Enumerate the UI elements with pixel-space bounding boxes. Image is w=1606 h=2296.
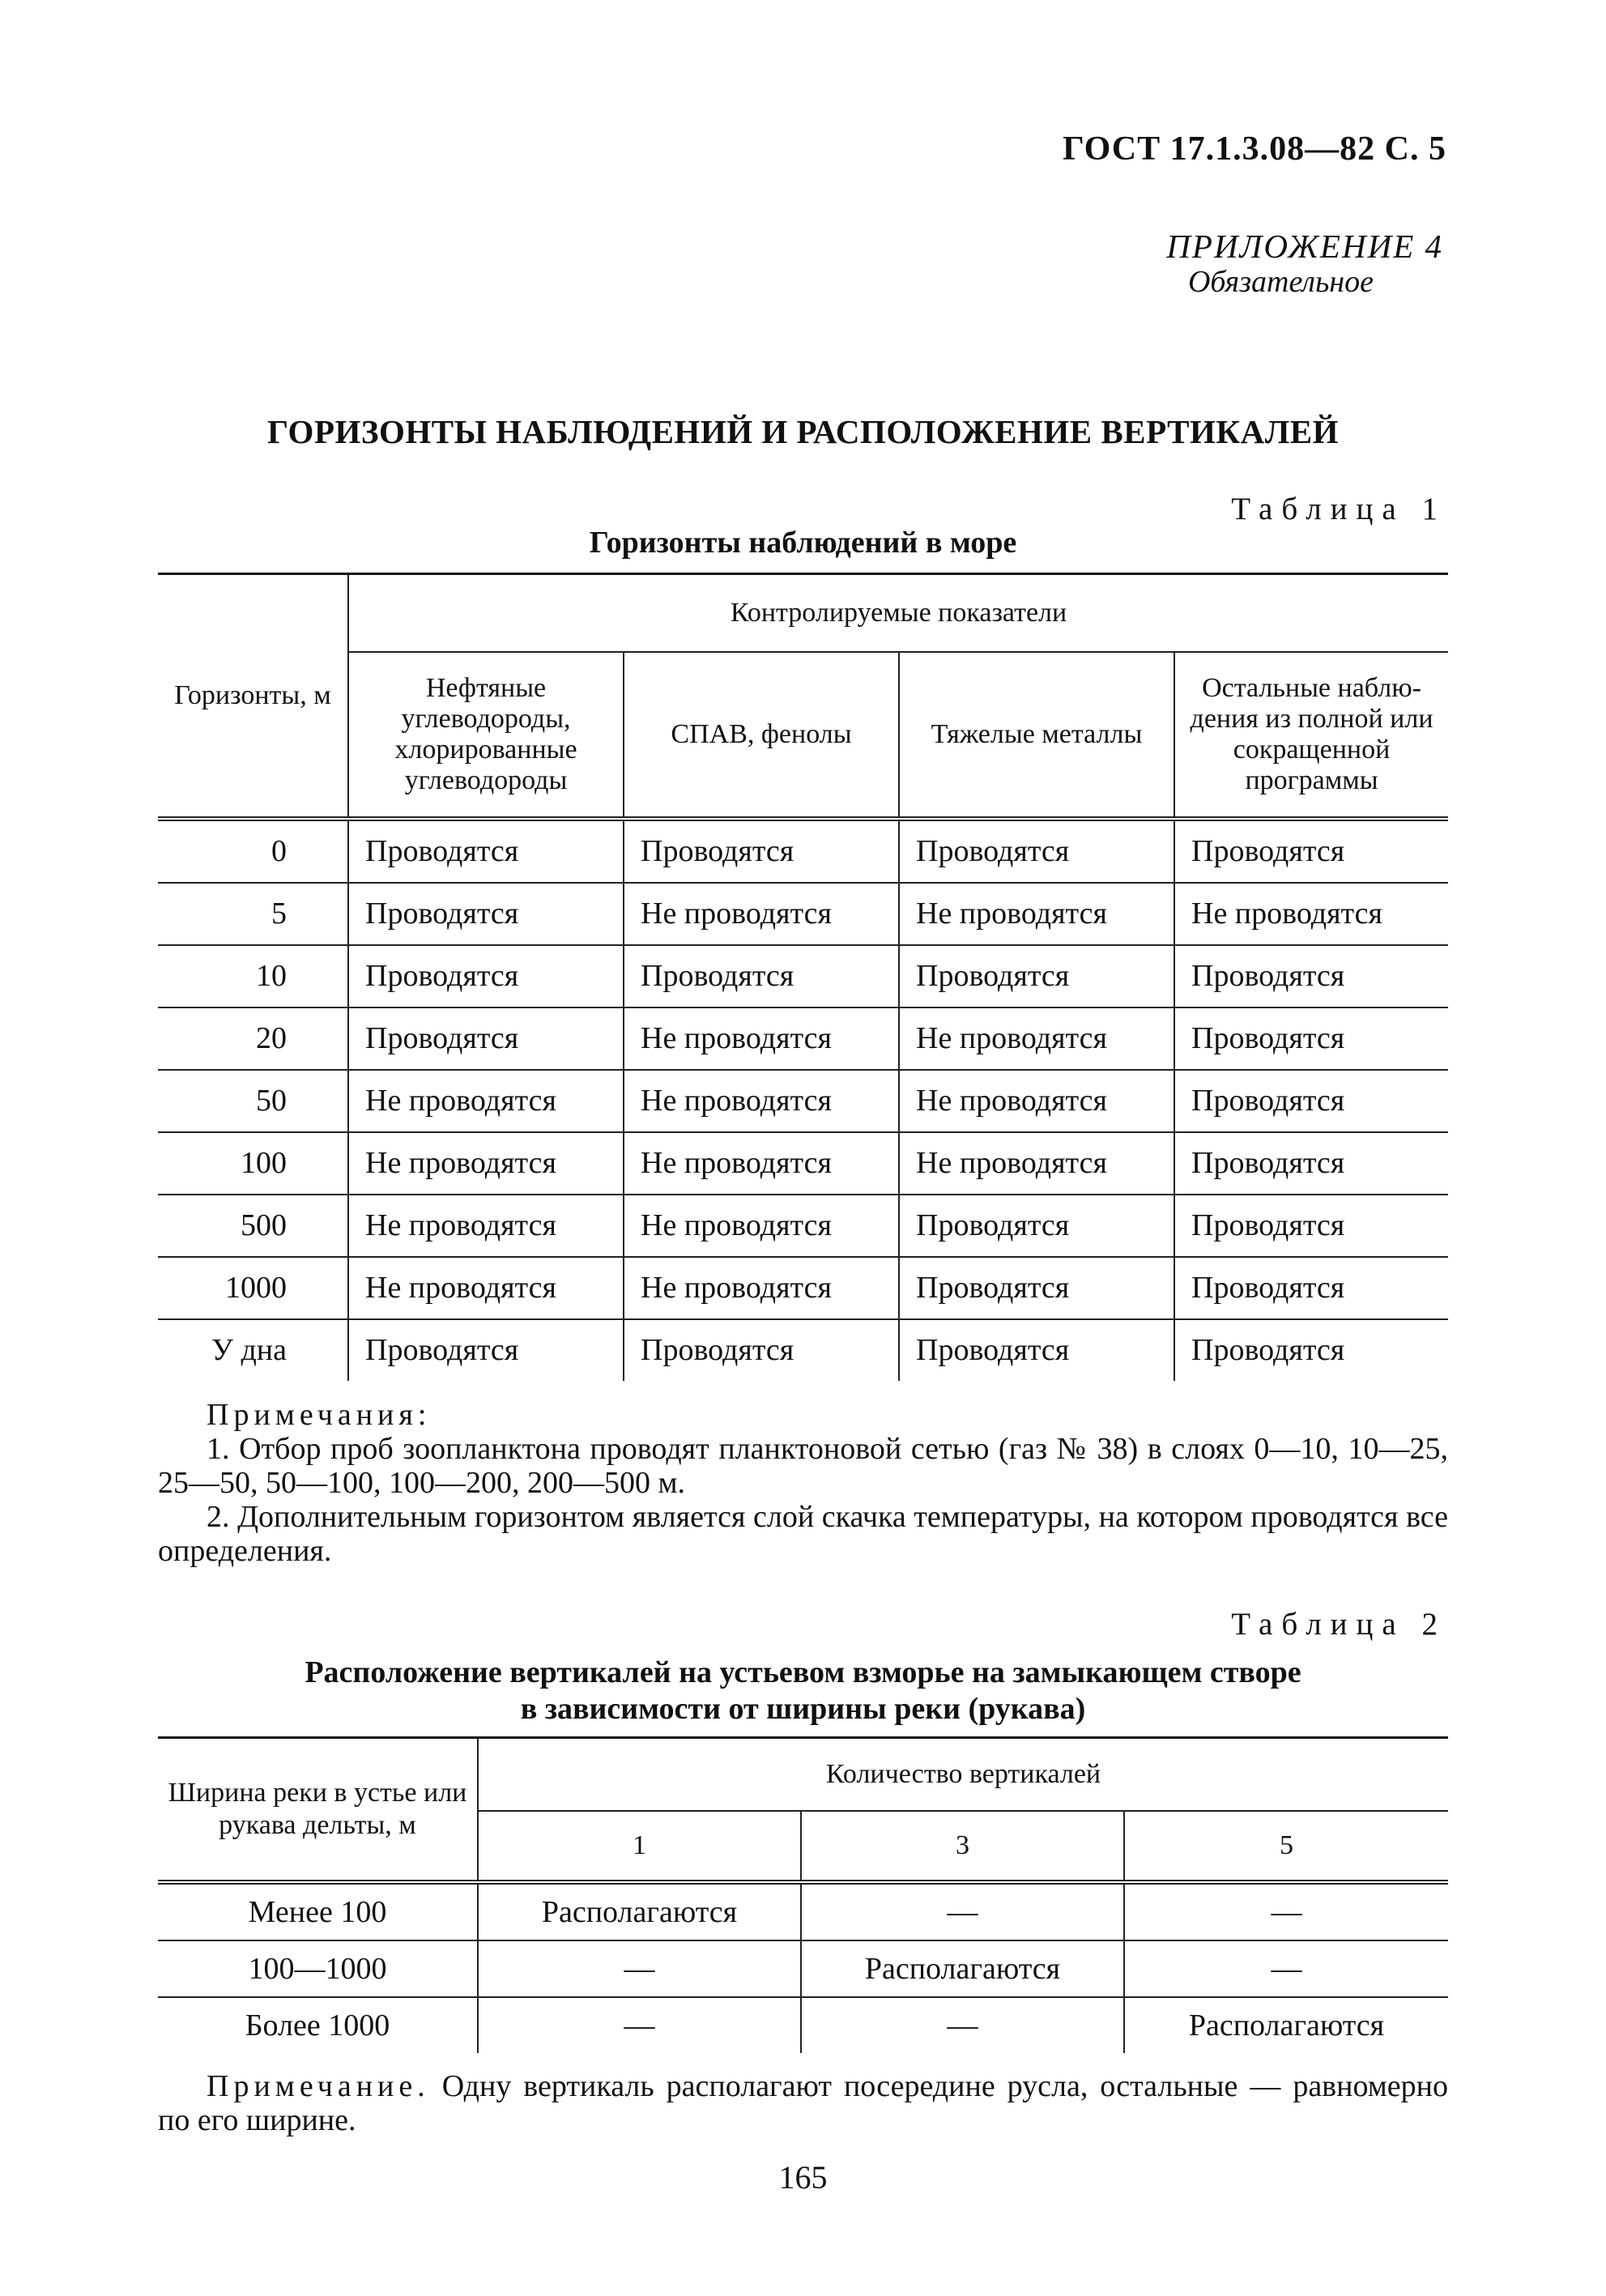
table-cell: Проводятся <box>1174 1319 1448 1381</box>
table-cell: Не проводятся <box>624 1007 899 1070</box>
horizon-cell: 100 <box>158 1132 348 1195</box>
table-cell: Не проводятся <box>348 1070 624 1132</box>
table-cell: — <box>478 1940 801 1997</box>
table1-label: Таблица 1 <box>1231 492 1446 526</box>
table-row <box>158 819 1448 883</box>
table-row <box>158 1195 1448 1257</box>
table-cell: Проводятся <box>348 1319 624 1381</box>
table-cell: Проводятся <box>1174 819 1448 883</box>
horizon-cell: У дна <box>158 1319 348 1381</box>
table-cell: Не проводятся <box>899 1132 1174 1195</box>
width-cell: Более 1000 <box>158 1997 478 2053</box>
header-oil-hydrocarbons: Нефтяные углеводороды, хлорированные углеводороды <box>348 652 624 819</box>
table-cell: Располагаются <box>801 1940 1124 1997</box>
table1-caption: Горизонты наблюдений в море <box>589 526 1017 560</box>
header-count-5: 5 <box>1124 1811 1448 1882</box>
table-cell: Проводятся <box>624 819 899 883</box>
table-cell: Не проводятся <box>1174 883 1448 945</box>
note-2: 2. Дополнительным горизонтом является слой скачка температуры, на котором проводятся все определения. <box>158 1500 1448 1568</box>
table-cell: Проводятся <box>1174 1257 1448 1319</box>
table-cell: Проводятся <box>348 1007 624 1070</box>
horizon-cell: 0 <box>158 819 348 883</box>
horizon-cell: 5 <box>158 883 348 945</box>
page-title: ГОРИЗОНТЫ НАБЛЮДЕНИЙ И РАСПОЛОЖЕНИЕ ВЕРТИКАЛЕЙ <box>266 413 1339 450</box>
table-cell: Не проводятся <box>624 1132 899 1195</box>
horizon-cell: 20 <box>158 1007 348 1070</box>
horizon-cell: 500 <box>158 1195 348 1257</box>
table-cell: Не проводятся <box>348 1257 624 1319</box>
table-cell: Проводятся <box>899 1319 1174 1381</box>
table-row <box>158 1070 1448 1132</box>
page-number: 165 <box>778 2159 828 2196</box>
table-cell: Проводятся <box>1174 1195 1448 1257</box>
table-row <box>158 883 1448 945</box>
note-text: Одну вертикаль располагают посередине русла, остальные — равномерно по его ширине. <box>158 2069 1448 2137</box>
table-horizons <box>158 573 1448 1381</box>
table-cell: Проводятся <box>1174 1007 1448 1070</box>
table-cell: Проводятся <box>899 945 1174 1007</box>
table-row <box>158 945 1448 1007</box>
table-row <box>158 1319 1448 1381</box>
table2-note <box>158 2069 1448 2137</box>
header-heavy-metals: Тяжелые металлы <box>899 652 1174 819</box>
horizon-cell: 10 <box>158 945 348 1007</box>
width-cell: 100—1000 <box>158 1940 478 1997</box>
table-row <box>158 1940 1448 1997</box>
table-cell: Не проводятся <box>624 1070 899 1132</box>
table-cell: Располагаются <box>478 1882 801 1940</box>
header-other-observations: Остальные наблю-дения из полной или сокращенной программы <box>1174 652 1448 819</box>
table-cell: — <box>801 1997 1124 2053</box>
table-cell: Не проводятся <box>899 883 1174 945</box>
header-count-1: 1 <box>478 1811 801 1882</box>
table1-notes <box>158 1398 1448 1568</box>
table-verticals <box>158 1736 1448 2053</box>
table-cell: Не проводятся <box>624 1257 899 1319</box>
table-cell: Проводятся <box>348 883 624 945</box>
table2-label: Таблица 2 <box>1231 1607 1446 1642</box>
table-cell: Располагаются <box>1124 1997 1448 2053</box>
standard-header: ГОСТ 17.1.3.08—82 С. 5 <box>1062 130 1446 168</box>
table2-caption-line1: Расположение вертикалей на устьевом взморье на замыкающем створе <box>305 1655 1301 1689</box>
header-surfactants-phenols: СПАВ, фенолы <box>624 652 899 819</box>
table-cell: Проводятся <box>624 1319 899 1381</box>
table-cell: — <box>478 1997 801 2053</box>
table-cell: Проводятся <box>1174 945 1448 1007</box>
table2-caption-line2: в зависимости от ширины реки (рукава) <box>520 1692 1086 1726</box>
table-row <box>158 1997 1448 2053</box>
table-cell: Не проводятся <box>899 1007 1174 1070</box>
table-cell: Проводятся <box>348 945 624 1007</box>
table-cell: Не проводятся <box>624 1195 899 1257</box>
header-horizons: Горизонты, м <box>158 574 348 819</box>
table-cell: Проводятся <box>899 819 1174 883</box>
table-cell: Проводятся <box>1174 1070 1448 1132</box>
table-cell: Проводятся <box>624 945 899 1007</box>
table-row <box>158 1007 1448 1070</box>
table-cell: Проводятся <box>899 1195 1174 1257</box>
table-cell: Не проводятся <box>624 883 899 945</box>
table-row <box>158 1257 1448 1319</box>
table-cell: Не проводятся <box>348 1132 624 1195</box>
table-cell: Проводятся <box>1174 1132 1448 1195</box>
table-cell: Проводятся <box>348 819 624 883</box>
note-heading: Примечание. <box>207 2069 430 2103</box>
appendix-status: Обязательное <box>1187 265 1374 299</box>
appendix-label: ПРИЛОЖЕНИЕ 4 <box>1166 228 1443 265</box>
header-count-3: 3 <box>801 1811 1124 1882</box>
header-river-width: Ширина реки в устье или рукава дельты, м <box>158 1738 478 1882</box>
width-cell: Менее 100 <box>158 1882 478 1940</box>
header-vertical-count: Количество вертикалей <box>478 1738 1448 1811</box>
horizon-cell: 1000 <box>158 1257 348 1319</box>
table-row <box>158 1882 1448 1940</box>
table-row <box>158 1132 1448 1195</box>
note-1: 1. Отбор проб зоопланктона проводят планктоновой сетью (газ № 38) в слоях 0—10, 10—25, 25—50, 50—100, 100—200, 200—500 м. <box>158 1432 1448 1500</box>
table-cell: — <box>1124 1940 1448 1997</box>
header-controlled-indicators: Контролируемые показатели <box>348 574 1448 652</box>
notes-heading: Примечания: <box>207 1398 432 1432</box>
table-cell: — <box>801 1882 1124 1940</box>
table-cell: — <box>1124 1882 1448 1940</box>
table-cell: Не проводятся <box>899 1070 1174 1132</box>
table-cell: Не проводятся <box>348 1195 624 1257</box>
horizon-cell: 50 <box>158 1070 348 1132</box>
table-cell: Проводятся <box>899 1257 1174 1319</box>
